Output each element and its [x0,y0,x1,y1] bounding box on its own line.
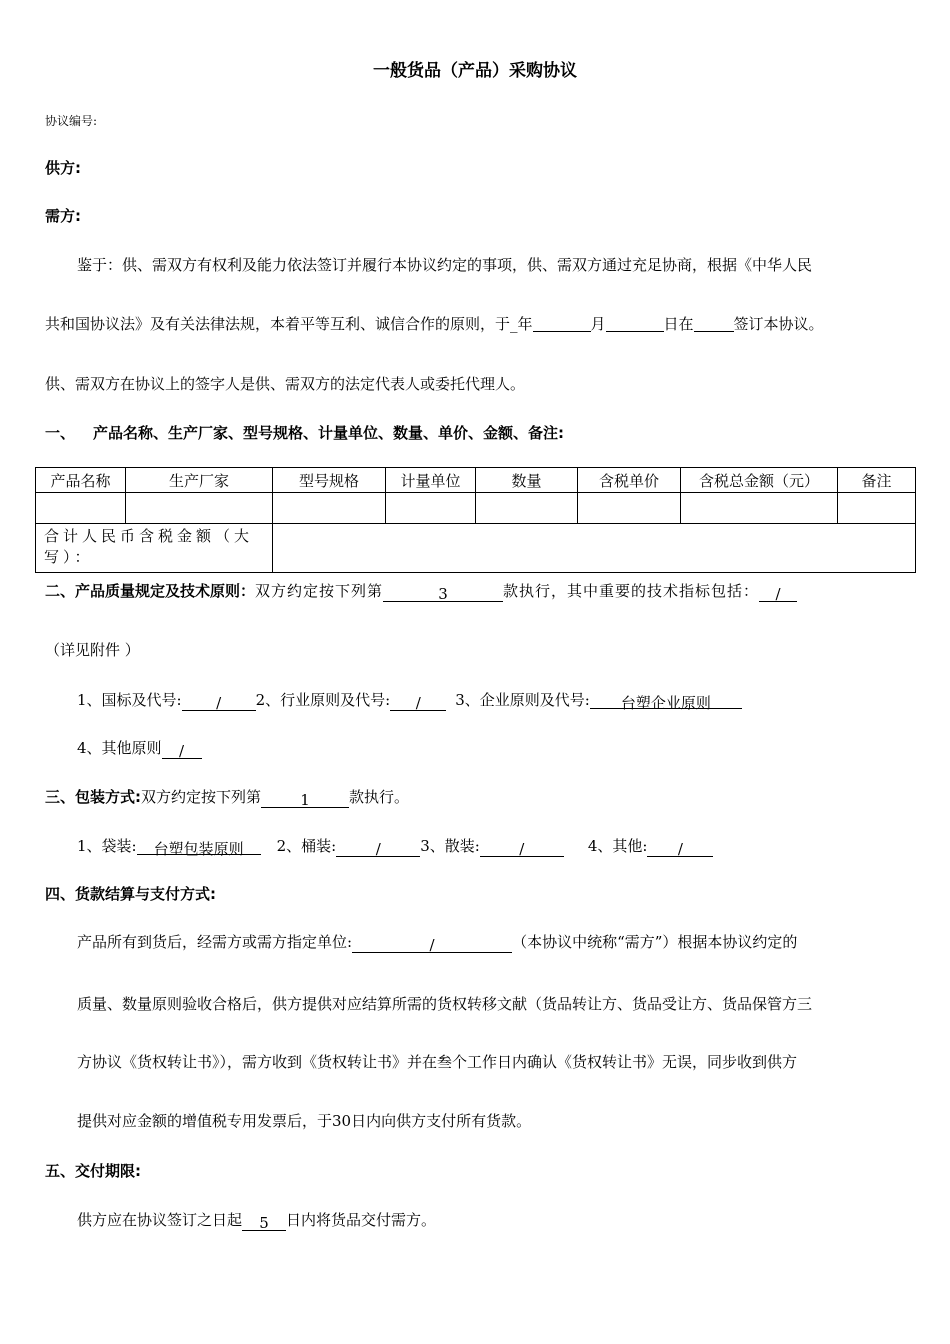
intro-line-2 [45,313,824,334]
section-3-clause-number: 1 [261,791,349,808]
product-table [35,467,916,573]
section-2-text-b: 款执行，其中重要的技术指标包括： [503,582,760,600]
payment-line-1 [77,931,797,953]
section-4-title: 四、货款结算与支付方式: [45,885,216,903]
table-cell [386,493,476,524]
other-standard-line [77,737,202,759]
intro-line-3: 供、需双方在协议上的签字人是供、需双方的法定代表人或委托代理人。 [45,375,526,393]
section-5-title: 五、交付期限: [45,1162,141,1180]
total-amount-label: 合计人民币含税金额（大写）： [36,524,273,573]
section-2-title: 二、产品质量规定及技术原则： [45,582,256,600]
delivery-text-b: 日内将货品交付需方。 [286,1211,437,1229]
table-cell [273,493,386,524]
table-total-row [36,524,916,573]
table-cell [578,493,681,524]
delivery-days-value: 5 [242,1214,286,1231]
section-1-heading [45,422,564,443]
standards-line [77,689,742,711]
header-product-name: 产品名称 [36,468,126,493]
delivery-text-a: 供方应在协议签订之日起 [77,1211,243,1229]
intro-line-1: 鉴于：供、需双方有权利及能力依法签订并履行本协议约定的事项，供、需双方通过充足协商，根据《中华人民 [77,256,813,274]
section-2-clause-number: 3 [383,585,503,602]
bag-value: 台塑包装原则 [137,838,261,855]
enterprise-standard-value: 台塑企业原则 [590,692,742,709]
header-remarks: 备注 [838,468,916,493]
bulk-label: 3、散装: [420,837,480,855]
section-3-text-b: 款执行。 [349,788,410,806]
intro-line-2-text-d: 签订本协议。 [733,315,824,333]
bag-label: 1、袋装: [77,837,137,855]
payment-line-4: 提供对应金额的增值税专用发票后，于30日内向供方支付所有货款。 [77,1112,532,1130]
industry-standard-value: / [390,694,446,711]
header-unit: 计量单位 [386,468,476,493]
industry-standard-label: 2、行业原则及代号: [255,691,391,709]
intro-line-2-text-c: 日在 [663,315,694,333]
place-blank [694,315,734,332]
bulk-value: / [480,840,564,857]
header-manufacturer: 生产厂家 [126,468,273,493]
section-2-text-a: 双方约定按下列第 [255,582,384,600]
document-title: 一般货品（产品）采购协议 [373,61,577,81]
agreement-number-label: 协议编号: [45,114,98,128]
section-3-line [45,786,409,808]
header-quantity: 数量 [476,468,578,493]
supplier-label: 供方: [45,159,81,177]
other-standard-label: 4、其他原则 [77,739,162,757]
section-2-line [45,580,797,602]
designated-unit-value: / [352,936,512,953]
buyer-label: 需方: [45,207,81,225]
national-standard-label: 1、国标及代号: [77,691,182,709]
intro-line-2-text-a: 共和国协议法》及有关法律法规，本着平等互利、诚信合作的原则，于_年 [45,315,533,333]
other-packaging-label: 4、其他: [587,837,648,855]
national-standard-value: / [182,694,256,711]
section-1-title: 产品名称、生产厂家、型号规格、计量单位、数量、单价、金额、备注: [93,424,565,442]
total-amount-value [273,524,916,573]
payment-line-1-text-a: 产品所有到货后，经需方或需方指定单位: [77,933,353,951]
other-standard-value: / [162,742,202,759]
payment-line-1-text-b: （本协议中统称“需方”）根据本协议约定的 [512,933,798,951]
payment-line-2: 质量、数量原则验收合格后，供方提供对应结算所需的货权转移文献（货品转让方、货品受让方、货品保管方三 [77,995,813,1013]
delivery-line [77,1209,436,1231]
table-row [36,493,916,524]
payment-line-3: 方协议《货权转让书》），需方收到《货权转让书》并在叁个工作日内确认《货权转让书》无误，同步收到供方 [77,1053,798,1071]
other-packaging-value: / [647,840,713,857]
technical-indicators-value: / [759,585,797,602]
table-cell [681,493,838,524]
table-cell [36,493,126,524]
table-cell [476,493,578,524]
see-attachment-note: （详见附件 ） [45,641,140,659]
intro-line-2-text-b: 月 [590,315,606,333]
barrel-label: 2、桶装: [276,837,337,855]
day-blank [606,315,664,332]
section-1-number: 一、 [45,424,76,442]
table-cell [126,493,273,524]
header-total-amount: 含税总金额（元） [681,468,838,493]
section-3-text-a: 双方约定按下列第 [141,788,262,806]
month-blank [533,315,591,332]
enterprise-standard-label: 3、企业原则及代号: [455,691,590,709]
table-header-row [36,468,916,493]
header-unit-price: 含税单价 [578,468,681,493]
section-3-title: 三、包装方式: [45,788,141,806]
packaging-options-line [77,835,713,857]
table-cell [838,493,916,524]
header-model-spec: 型号规格 [273,468,386,493]
barrel-value: / [336,840,420,857]
